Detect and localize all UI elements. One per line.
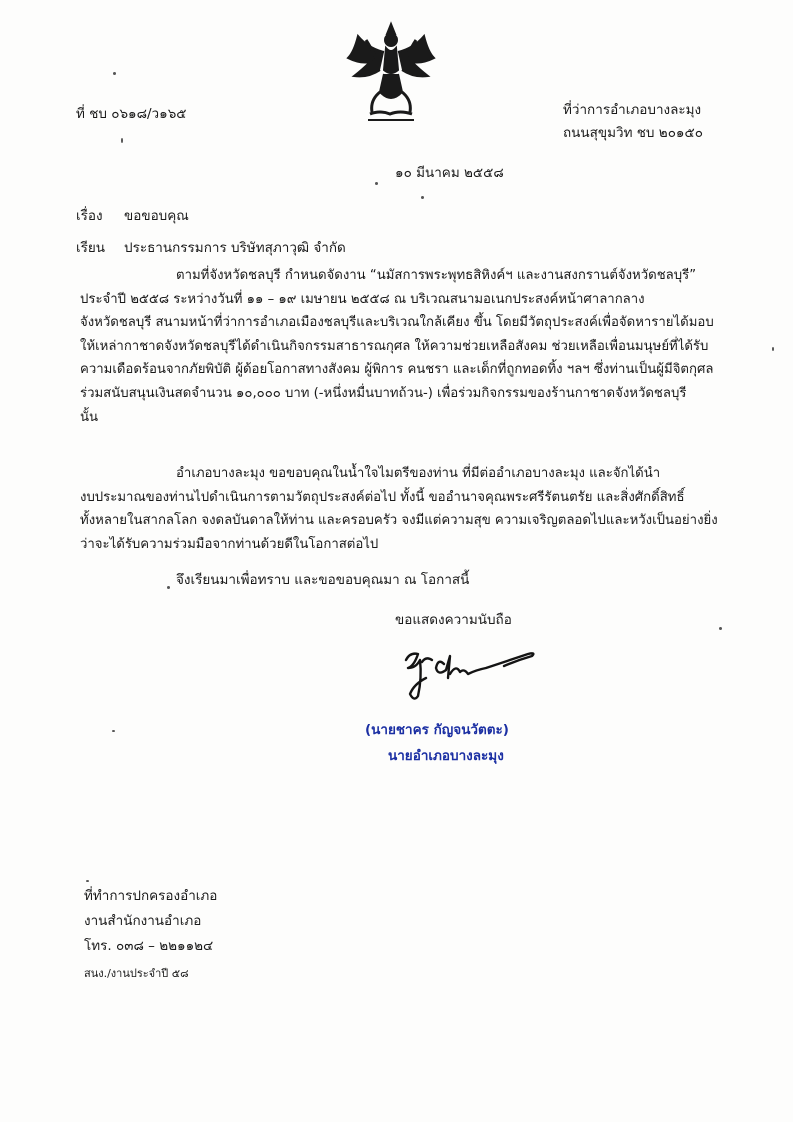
paragraph-line: ความเดือดร้อนจากภัยพิบัติ ผู้ด้อยโอกาสทางสังคม ผู้พิการ คนชรา และเด็กที่ถูกทอดทิ้ง ฯลฯ ซึ่งท่านเป็นผู้มีจิตกุศล bbox=[80, 362, 714, 378]
scan-speck bbox=[772, 347, 774, 351]
recipient-text: ประธานกรรมการ บริษัทสุภาวุฒิ จำกัด bbox=[124, 240, 346, 256]
paragraph-line: อำเภอบางละมุง ขอขอบคุณในน้ำใจไมตรีของท่าน ที่มีต่ออำเภอบางละมุง และจักได้นำ bbox=[176, 466, 661, 481]
paragraph-line: ตามที่จังหวัดชลบุรี กำหนดจัดงาน “นมัสการพระพุทธสิหิงค์ฯ และงานสงกรานต์จังหวัดชลบุรี” bbox=[176, 268, 697, 283]
body-paragraph-1 bbox=[80, 264, 714, 429]
signer-name: (นายชาคร กัญจนวัตตะ) bbox=[365, 722, 509, 738]
subject-text: ขอขอบคุณ bbox=[124, 208, 189, 224]
paragraph-line: ประจำปี ๒๕๕๘ ระหว่างวันที่ ๑๑ – ๑๙ เมษายน ๒๕๕๘ ณ บริเวณสนามอเนกประสงค์หน้าศาลากลาง bbox=[80, 291, 645, 307]
paragraph-line: จังหวัดชลบุรี สนามหน้าที่ว่าการอำเภอเมืองชลบุรีและบริเวณใกล้เคียง ขึ้น โดยมีวัตถุประสงค์เพื่อจัดหารายได้มอบ bbox=[80, 315, 714, 331]
scan-speck bbox=[121, 138, 123, 143]
reference-number: ที่ ชบ ๐๖๑๘/ว๑๖๕ bbox=[76, 106, 187, 122]
paragraph-line: ว่าจะได้รับความร่วมมือจากท่านด้วยดีในโอกาสต่อไป bbox=[80, 536, 379, 552]
footer-section: งานสำนักงานอำเภอ bbox=[84, 913, 202, 929]
valediction: ขอแสดงความนับถือ bbox=[395, 612, 512, 628]
subject-label: เรื่อง bbox=[76, 208, 103, 224]
office-address-line1: ที่ว่าการอำเภอบางละมุง bbox=[563, 102, 702, 118]
paragraph-line: ร่วมสนับสนุนเงินสดจำนวน ๑๐,๐๐๐ บาท (-หนึ่งหมื่นบาทถ้วน-) เพื่อร่วมกิจกรรมของร้านกาชาดจังหวัดชลบุรี bbox=[80, 385, 687, 401]
signer-title: นายอำเภอบางละมุง bbox=[388, 748, 504, 764]
scan-speck bbox=[375, 182, 378, 185]
scan-speck bbox=[113, 72, 116, 75]
scan-speck bbox=[112, 730, 115, 732]
paragraph-line: นั้น bbox=[80, 409, 99, 425]
letter-date: ๑๐ มีนาคม ๒๕๕๘ bbox=[395, 165, 504, 181]
handwritten-signature bbox=[400, 638, 542, 710]
paragraph-line: ให้เหล่ากาชาดจังหวัดชลบุรีได้ดำเนินกิจกรรมสาธารณกุศล ให้ความช่วยเหลือสังคม ช่วยเหลือเพื่อนมนุษย์ที่ได้รับ bbox=[80, 338, 709, 354]
recipient-label: เรียน bbox=[76, 240, 106, 256]
scan-speck bbox=[719, 627, 722, 630]
scan-speck bbox=[86, 880, 89, 882]
scan-speck bbox=[421, 196, 424, 199]
footer-department: ที่ทำการปกครองอำเภอ bbox=[84, 888, 218, 904]
office-address-line2: ถนนสุขุมวิท ชบ ๒๐๑๕๐ bbox=[563, 125, 703, 141]
paragraph-line: งบประมาณของท่านไปดำเนินการตามวัตถุประสงค์ต่อไป ทั้งนี้ ขออำนาจคุณพระศรีรัตนตรัย และสิ่งศักดิ์สิทธิ์ bbox=[80, 489, 685, 505]
body-paragraph-2 bbox=[80, 462, 718, 556]
scan-speck bbox=[167, 586, 170, 589]
closing-line: จึงเรียนมาเพื่อทราบ และขอขอบคุณมา ณ โอกาสนี้ bbox=[176, 572, 470, 588]
footer-phone: โทร. ๐๓๘ – ๒๒๑๑๒๔ bbox=[84, 938, 214, 954]
footer-note: สนง./งานประจำปี ๕๘ bbox=[84, 967, 189, 980]
garuda-emblem-icon bbox=[340, 18, 442, 126]
paragraph-line: ทั้งหลายในสากลโลก จงดลบันดาลให้ท่าน และครอบครัว จงมีแต่ความสุข ความเจริญตลอดไปและหวังเป็นอย่างยิ่ง bbox=[80, 513, 718, 529]
